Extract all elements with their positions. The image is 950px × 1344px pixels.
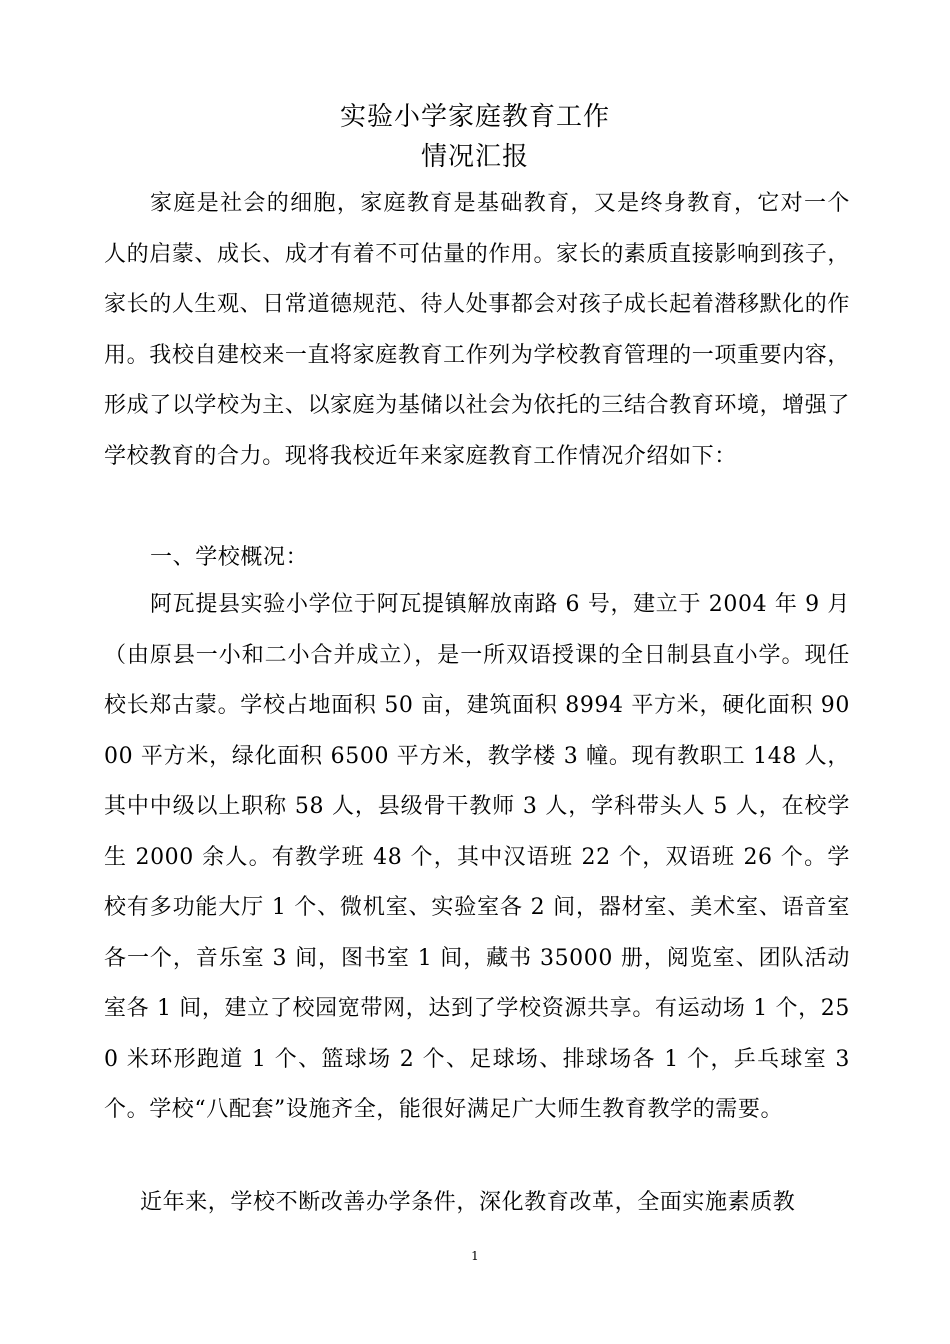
section-1-heading: 一、学校概况： [150,545,309,570]
document-title-line-2: 情况汇报 [420,142,529,172]
school-overview-paragraph: 阿瓦提县实验小学位于阿瓦提镇解放南路 6 号，建立于 2004 年 9 月（由原县一小和二小合并成立），是一所双语授课的全日制县直小学。现任校长郑古蒙。学校占地面积 50 亩，建筑面积 8994 平方米，硬化面积 9000 平方米，绿化面积 6500 平方米，教学楼 3 幢。现有教职工 148 人，其中中级以上职称 58 人，县级骨干教师 3 人，学科带头人 5 人，在校学生 2000 余人。有教学班 48 个，其中汉语班 22 个，双语班 26 个。学校有多功能大厅 1 个、微机室、实验室各 2 间，器材室、美术室、语音室各一个，音乐室 3 间，图书室 1 间，藏书 35000 册，阅览室、团队活动室各 1 间，建立了校园宽带网，达到了学校资源共享。有运动场 1 个，250 米环形跑道 1 个、篮球场 2 个、足球场、排球场各 1 个，乒乓球室 3 个。学校“八配套”设施齐全，能很好满足广大师生教育教学的需要。 [104,592,850,1122]
intro-paragraph: 家庭是社会的细胞，家庭教育是基础教育，又是终身教育，它对一个人的启蒙、成长、成才有着不可估量的作用。家长的素质直接影响到孩子，家长的人生观、日常道德规范、待人处事都会对孩子成长起着潜移默化的作用。我校自建校来一直将家庭教育工作列为学校教育管理的一项重要内容，形成了以学校为主、以家庭为基储以社会为依托的三结合教育环境，增强了学校教育的合力。现将我校近年来家庭教育工作情况介绍如下： [104,191,850,469]
page-number: 1 [471,1249,479,1263]
recent-years-paragraph: 近年来，学校不断改善办学条件，深化教育改革，全面实施素质教 [140,1190,796,1215]
document-title-line-1: 实验小学家庭教育工作 [339,102,610,132]
